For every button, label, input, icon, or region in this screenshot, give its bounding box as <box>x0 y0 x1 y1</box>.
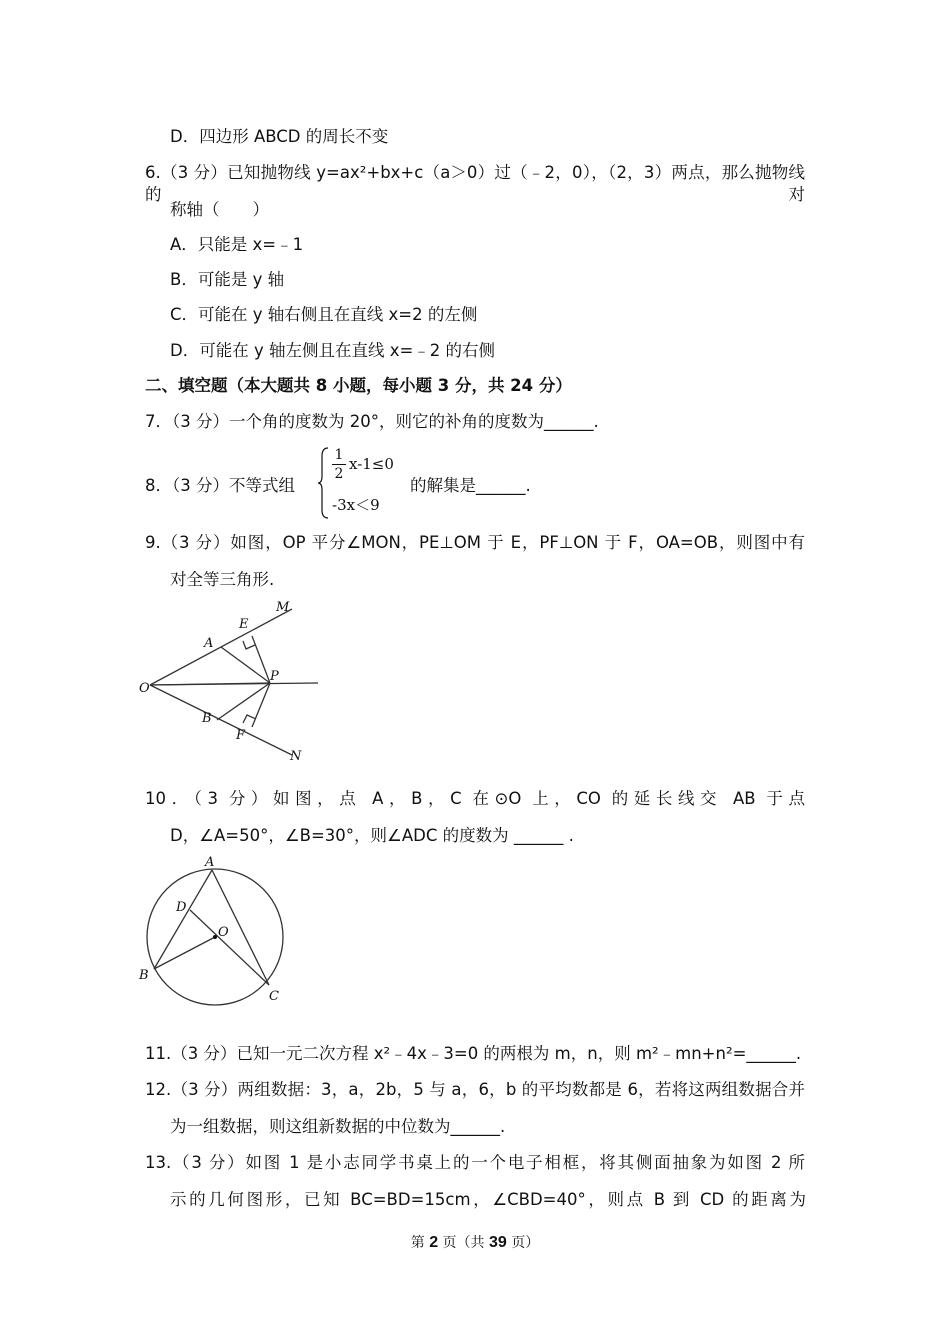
q10-stem-line1: 10．（3 分）如图，点 A，B，C 在⊙O 上，CO 的延长线交 AB 于点 <box>145 789 805 808</box>
label-n: N <box>290 749 302 764</box>
label-d: D <box>176 900 187 915</box>
footer-post: 页） <box>511 1235 540 1251</box>
center-dot <box>213 935 217 939</box>
section-heading: 二、填空题（本大题共 8 小题，每小题 3 分，共 24 分） <box>145 376 572 395</box>
q7-text: 7．（3 分）一个角的度数为 20°，则它的补角的度数为______. <box>145 412 599 431</box>
q13-stem-line2: 示的几何图形，已知 BC=BD=15cm，∠CBD=40°，则点 B 到 CD 的距离为 <box>170 1190 806 1209</box>
q6-option-b: B．可能是 y 轴 <box>170 270 285 289</box>
q6-stem-line2: 称轴（ ） <box>170 200 269 219</box>
footer-page-number: 2 <box>429 1234 439 1251</box>
q8-suffix: 的解集是______. <box>410 476 531 495</box>
label-f: F <box>236 728 246 743</box>
label-o: O <box>218 925 229 940</box>
q8-fraction <box>332 446 346 483</box>
q6-option-c: C．可能在 y 轴右侧且在直线 x=2 的左侧 <box>170 305 478 324</box>
label-p: P <box>270 669 279 684</box>
page-footer <box>0 1232 950 1252</box>
label-e: E <box>239 617 249 632</box>
segment-cd <box>190 910 269 985</box>
q8-inequality-2: -3x＜9 <box>332 496 380 514</box>
label-c: C <box>269 989 279 1004</box>
label-a: A <box>204 636 214 651</box>
footer-mid: 页（共 <box>442 1235 485 1251</box>
left-brace-icon <box>318 446 330 520</box>
fraction-denominator: 2 <box>332 464 346 483</box>
q6-option-a: A．只能是 x=﹣1 <box>170 235 304 254</box>
label-o: O <box>139 681 150 696</box>
q6-stem-line1: 6.（3 分）已知抛物线 y=ax²+bx+c（a＞0）过（﹣2，0），（2，3）两点，那么抛物线的对 <box>145 163 805 204</box>
q12-stem-line1: 12.（3 分）两组数据：3，a，2b，5 与 a，6，b 的平均数都是 6，若将这两组数据合并 <box>145 1080 805 1099</box>
q13-stem-line1: 13.（3 分）如图 1 是小志同学书桌上的一个电子相框，将其侧面抽象为如图 2 所 <box>145 1153 805 1172</box>
q12-stem-line2: 为一组数据，则这组新数据的中位数为______. <box>170 1117 506 1136</box>
footer-pre: 第 <box>410 1235 425 1251</box>
q10-figure <box>130 852 300 1012</box>
q8-prefix: 8．（3 分）不等式组 <box>145 476 295 495</box>
q5-option-d: D．四边形 ABCD 的周长不变 <box>170 127 389 146</box>
q8-inequality-1: x-1≤0 <box>349 455 394 473</box>
q9-figure <box>130 595 330 770</box>
q9-stem-line2: 对全等三角形. <box>170 570 275 589</box>
label-m: M <box>276 600 290 615</box>
right-angle-e-icon <box>243 641 255 649</box>
ray-on <box>150 685 292 755</box>
q9-stem-line1: 9.（3 分）如图，OP 平分∠MON，PE⊥OM 于 E，PF⊥ON 于 F，OA=OB，则图中有 <box>145 533 805 552</box>
q6-option-d: D．可能在 y 轴左侧且在直线 x=﹣2 的右侧 <box>170 341 496 360</box>
label-a: A <box>205 855 215 870</box>
footer-total-pages: 39 <box>489 1234 507 1251</box>
label-b: B <box>139 968 149 983</box>
q10-stem-line2: D，∠A=50°，∠B=30°，则∠ADC 的度数为 ______ . <box>170 826 574 845</box>
fraction-numerator: 1 <box>334 447 344 463</box>
label-b: B <box>202 711 212 726</box>
q11-text: 11.（3 分）已知一元二次方程 x²﹣4x﹣3=0 的两根为 m，n，则 m²﹣mn+n²=______. <box>145 1044 802 1063</box>
